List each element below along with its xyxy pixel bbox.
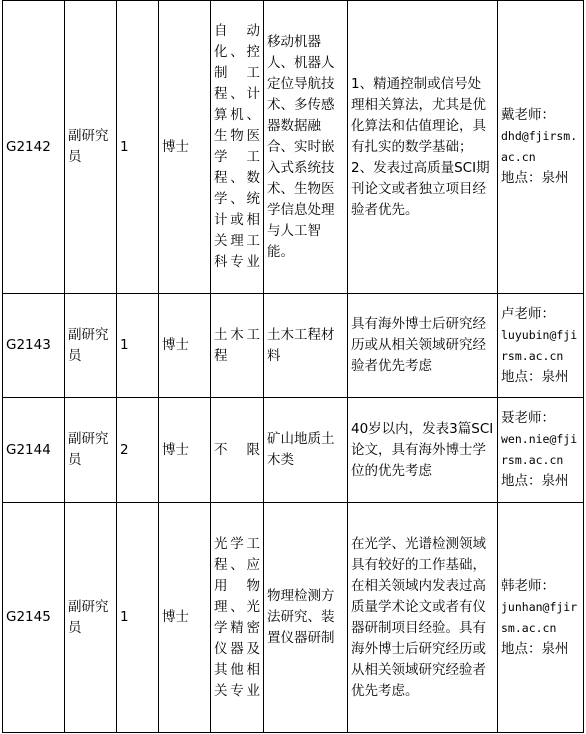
- position-count: 2: [117, 398, 159, 503]
- table-row: [3, 1, 584, 294]
- table-row: [3, 503, 584, 733]
- position-count: 1: [117, 503, 159, 733]
- contact-cell: [498, 1, 584, 294]
- position-title: 副研究员: [65, 1, 117, 294]
- major-requirement: 不限: [211, 398, 264, 503]
- major-requirement: 土木工程: [211, 294, 264, 398]
- research-direction: 物理检测方法研究、装置仪器研制: [264, 503, 348, 733]
- position-count: 1: [117, 1, 159, 294]
- major-requirement: 自动化、控制工程、计算机、生物医学工程、数学、统计或相关理工科专业: [211, 1, 264, 294]
- position-code: G2145: [3, 503, 65, 733]
- contact-email: luyubin@fjirsm.ac.cn: [501, 327, 578, 363]
- contact-email: wen.nie@fjirsm.ac.cn: [501, 432, 578, 467]
- contact-name: 卢老师：: [501, 305, 555, 322]
- contact-place: 地点：泉州: [501, 640, 569, 657]
- job-requirement: 1、精通控制或信号处理相关算法，尤其是优化算法和估值理论，具有扎实的数学基础；2、发表过高质量SCI期刊论文或者独立项目经验者优先。: [348, 1, 498, 294]
- contact-place: 地点：泉州: [501, 368, 569, 385]
- research-direction: 土木工程材料: [264, 294, 348, 398]
- research-direction: 矿山地质土木类: [264, 398, 348, 503]
- recruitment-table: [2, 0, 584, 733]
- contact-email: junhan@fjirsm.ac.cn: [501, 599, 578, 635]
- position-code: G2142: [3, 1, 65, 294]
- contact-place: 地点：泉州: [501, 170, 569, 186]
- job-requirement: 40岁以内，发表3篇SCI论文，具有海外博士学位的优先考虑: [348, 398, 498, 503]
- job-requirement: 具有海外博士后研究经历或从相关领域研究经验者优先考虑: [348, 294, 498, 398]
- position-code: G2144: [3, 398, 65, 503]
- position-code: G2143: [3, 294, 65, 398]
- contact-name: 韩老师：: [501, 577, 555, 594]
- job-requirement: 在光学、光谱检测领域具有较好的工作基础，在相关领域内发表过高质量学术论文或者有仪器研制项目经验。具有海外博士后研究经历或从相关领域研究经验者优先考虑。: [348, 503, 498, 733]
- degree-requirement: 博士: [159, 398, 211, 503]
- position-count: 1: [117, 294, 159, 398]
- position-title: 副研究员: [65, 398, 117, 503]
- contact-cell: [498, 294, 584, 398]
- degree-requirement: 博士: [159, 503, 211, 733]
- degree-requirement: 博士: [159, 1, 211, 294]
- contact-cell: [498, 398, 584, 503]
- position-title: 副研究员: [65, 503, 117, 733]
- table-row: [3, 294, 584, 398]
- contact-name: 聂老师：: [501, 410, 555, 426]
- contact-email: dhd@fjirsm.ac.cn: [501, 129, 578, 164]
- position-title: 副研究员: [65, 294, 117, 398]
- research-direction: 移动机器人、机器人定位导航技术、多传感器数据融合、实时嵌入式系统技术、生物医学信息处理与人工智能。: [264, 1, 348, 294]
- contact-cell: [498, 503, 584, 733]
- contact-place: 地点：泉州: [501, 473, 569, 489]
- major-requirement: 光学工程、应用物理、光学精密仪器及其他相关专业: [211, 503, 264, 733]
- table-row: [3, 398, 584, 503]
- contact-name: 戴老师：: [501, 107, 555, 123]
- degree-requirement: 博士: [159, 294, 211, 398]
